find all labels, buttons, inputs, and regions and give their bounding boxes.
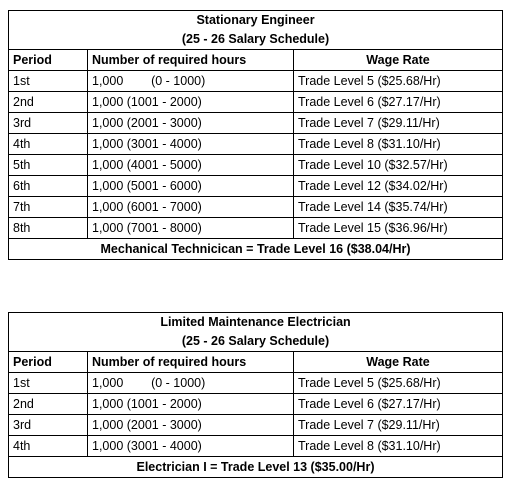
table-row bbox=[9, 415, 503, 436]
header-period: Period bbox=[9, 50, 88, 71]
wage-cell: Trade Level 12 ($34.02/Hr) bbox=[294, 176, 503, 197]
period-cell: 5th bbox=[9, 155, 88, 176]
period-cell: 1st bbox=[9, 373, 88, 394]
table-footer-row bbox=[9, 239, 503, 260]
period-cell: 3rd bbox=[9, 415, 88, 436]
table-row bbox=[9, 436, 503, 457]
table-title: Limited Maintenance Electrician bbox=[160, 315, 351, 329]
header-hours: Number of required hours bbox=[88, 50, 294, 71]
stationary-engineer-table bbox=[8, 10, 503, 260]
table-row bbox=[9, 71, 503, 92]
table-row bbox=[9, 113, 503, 134]
table-header-row bbox=[9, 352, 503, 373]
table-row bbox=[9, 92, 503, 113]
table-subtitle: (25 - 26 Salary Schedule) bbox=[181, 32, 330, 46]
table-row bbox=[9, 134, 503, 155]
hours-cell: 1,000 (4001 - 5000) bbox=[88, 155, 294, 176]
table-row bbox=[9, 197, 503, 218]
limited-maintenance-electrician-table bbox=[8, 312, 503, 478]
wage-cell: Trade Level 6 ($27.17/Hr) bbox=[294, 92, 503, 113]
period-cell: 8th bbox=[9, 218, 88, 239]
table-row bbox=[9, 394, 503, 415]
hours-cell: 1,000 (1001 - 2000) bbox=[88, 92, 294, 113]
header-wage: Wage Rate bbox=[294, 352, 503, 373]
wage-cell: Trade Level 8 ($31.10/Hr) bbox=[294, 436, 503, 457]
wage-cell: Trade Level 8 ($31.10/Hr) bbox=[294, 134, 503, 155]
table-row bbox=[9, 155, 503, 176]
header-wage: Wage Rate bbox=[294, 50, 503, 71]
wage-cell: Trade Level 15 ($36.96/Hr) bbox=[294, 218, 503, 239]
table-title-cell bbox=[9, 313, 503, 352]
wage-cell: Trade Level 14 ($35.74/Hr) bbox=[294, 197, 503, 218]
header-period: Period bbox=[9, 352, 88, 373]
period-cell: 4th bbox=[9, 436, 88, 457]
wage-cell: Trade Level 6 ($27.17/Hr) bbox=[294, 394, 503, 415]
table-title: Stationary Engineer bbox=[196, 13, 315, 27]
wage-cell: Trade Level 7 ($29.11/Hr) bbox=[294, 415, 503, 436]
hours-cell: 1,000 (3001 - 4000) bbox=[88, 134, 294, 155]
header-hours: Number of required hours bbox=[88, 352, 294, 373]
hours-cell: 1,000 (3001 - 4000) bbox=[88, 436, 294, 457]
hours-cell: 1,000 (5001 - 6000) bbox=[88, 176, 294, 197]
table-header-row bbox=[9, 50, 503, 71]
table-subtitle: (25 - 26 Salary Schedule) bbox=[181, 334, 330, 348]
wage-cell: Trade Level 7 ($29.11/Hr) bbox=[294, 113, 503, 134]
wage-cell: Trade Level 5 ($25.68/Hr) bbox=[294, 71, 503, 92]
table-footer-row bbox=[9, 457, 503, 478]
period-cell: 2nd bbox=[9, 394, 88, 415]
table-footer: Mechanical Technicican = Trade Level 16 ($38.04/Hr) bbox=[9, 239, 503, 260]
hours-cell: 1,000 (0 - 1000) bbox=[88, 71, 294, 92]
hours-cell: 1,000 (2001 - 3000) bbox=[88, 113, 294, 134]
period-cell: 7th bbox=[9, 197, 88, 218]
hours-cell: 1,000 (0 - 1000) bbox=[88, 373, 294, 394]
period-cell: 2nd bbox=[9, 92, 88, 113]
table-title-cell bbox=[9, 11, 503, 50]
period-cell: 4th bbox=[9, 134, 88, 155]
table-row bbox=[9, 373, 503, 394]
hours-cell: 1,000 (6001 - 7000) bbox=[88, 197, 294, 218]
hours-cell: 1,000 (2001 - 3000) bbox=[88, 415, 294, 436]
wage-cell: Trade Level 5 ($25.68/Hr) bbox=[294, 373, 503, 394]
table-footer: Electrician I = Trade Level 13 ($35.00/Hr) bbox=[9, 457, 503, 478]
hours-cell: 1,000 (1001 - 2000) bbox=[88, 394, 294, 415]
period-cell: 3rd bbox=[9, 113, 88, 134]
hours-cell: 1,000 (7001 - 8000) bbox=[88, 218, 294, 239]
period-cell: 1st bbox=[9, 71, 88, 92]
wage-cell: Trade Level 10 ($32.57/Hr) bbox=[294, 155, 503, 176]
table-row bbox=[9, 176, 503, 197]
period-cell: 6th bbox=[9, 176, 88, 197]
table-row bbox=[9, 218, 503, 239]
